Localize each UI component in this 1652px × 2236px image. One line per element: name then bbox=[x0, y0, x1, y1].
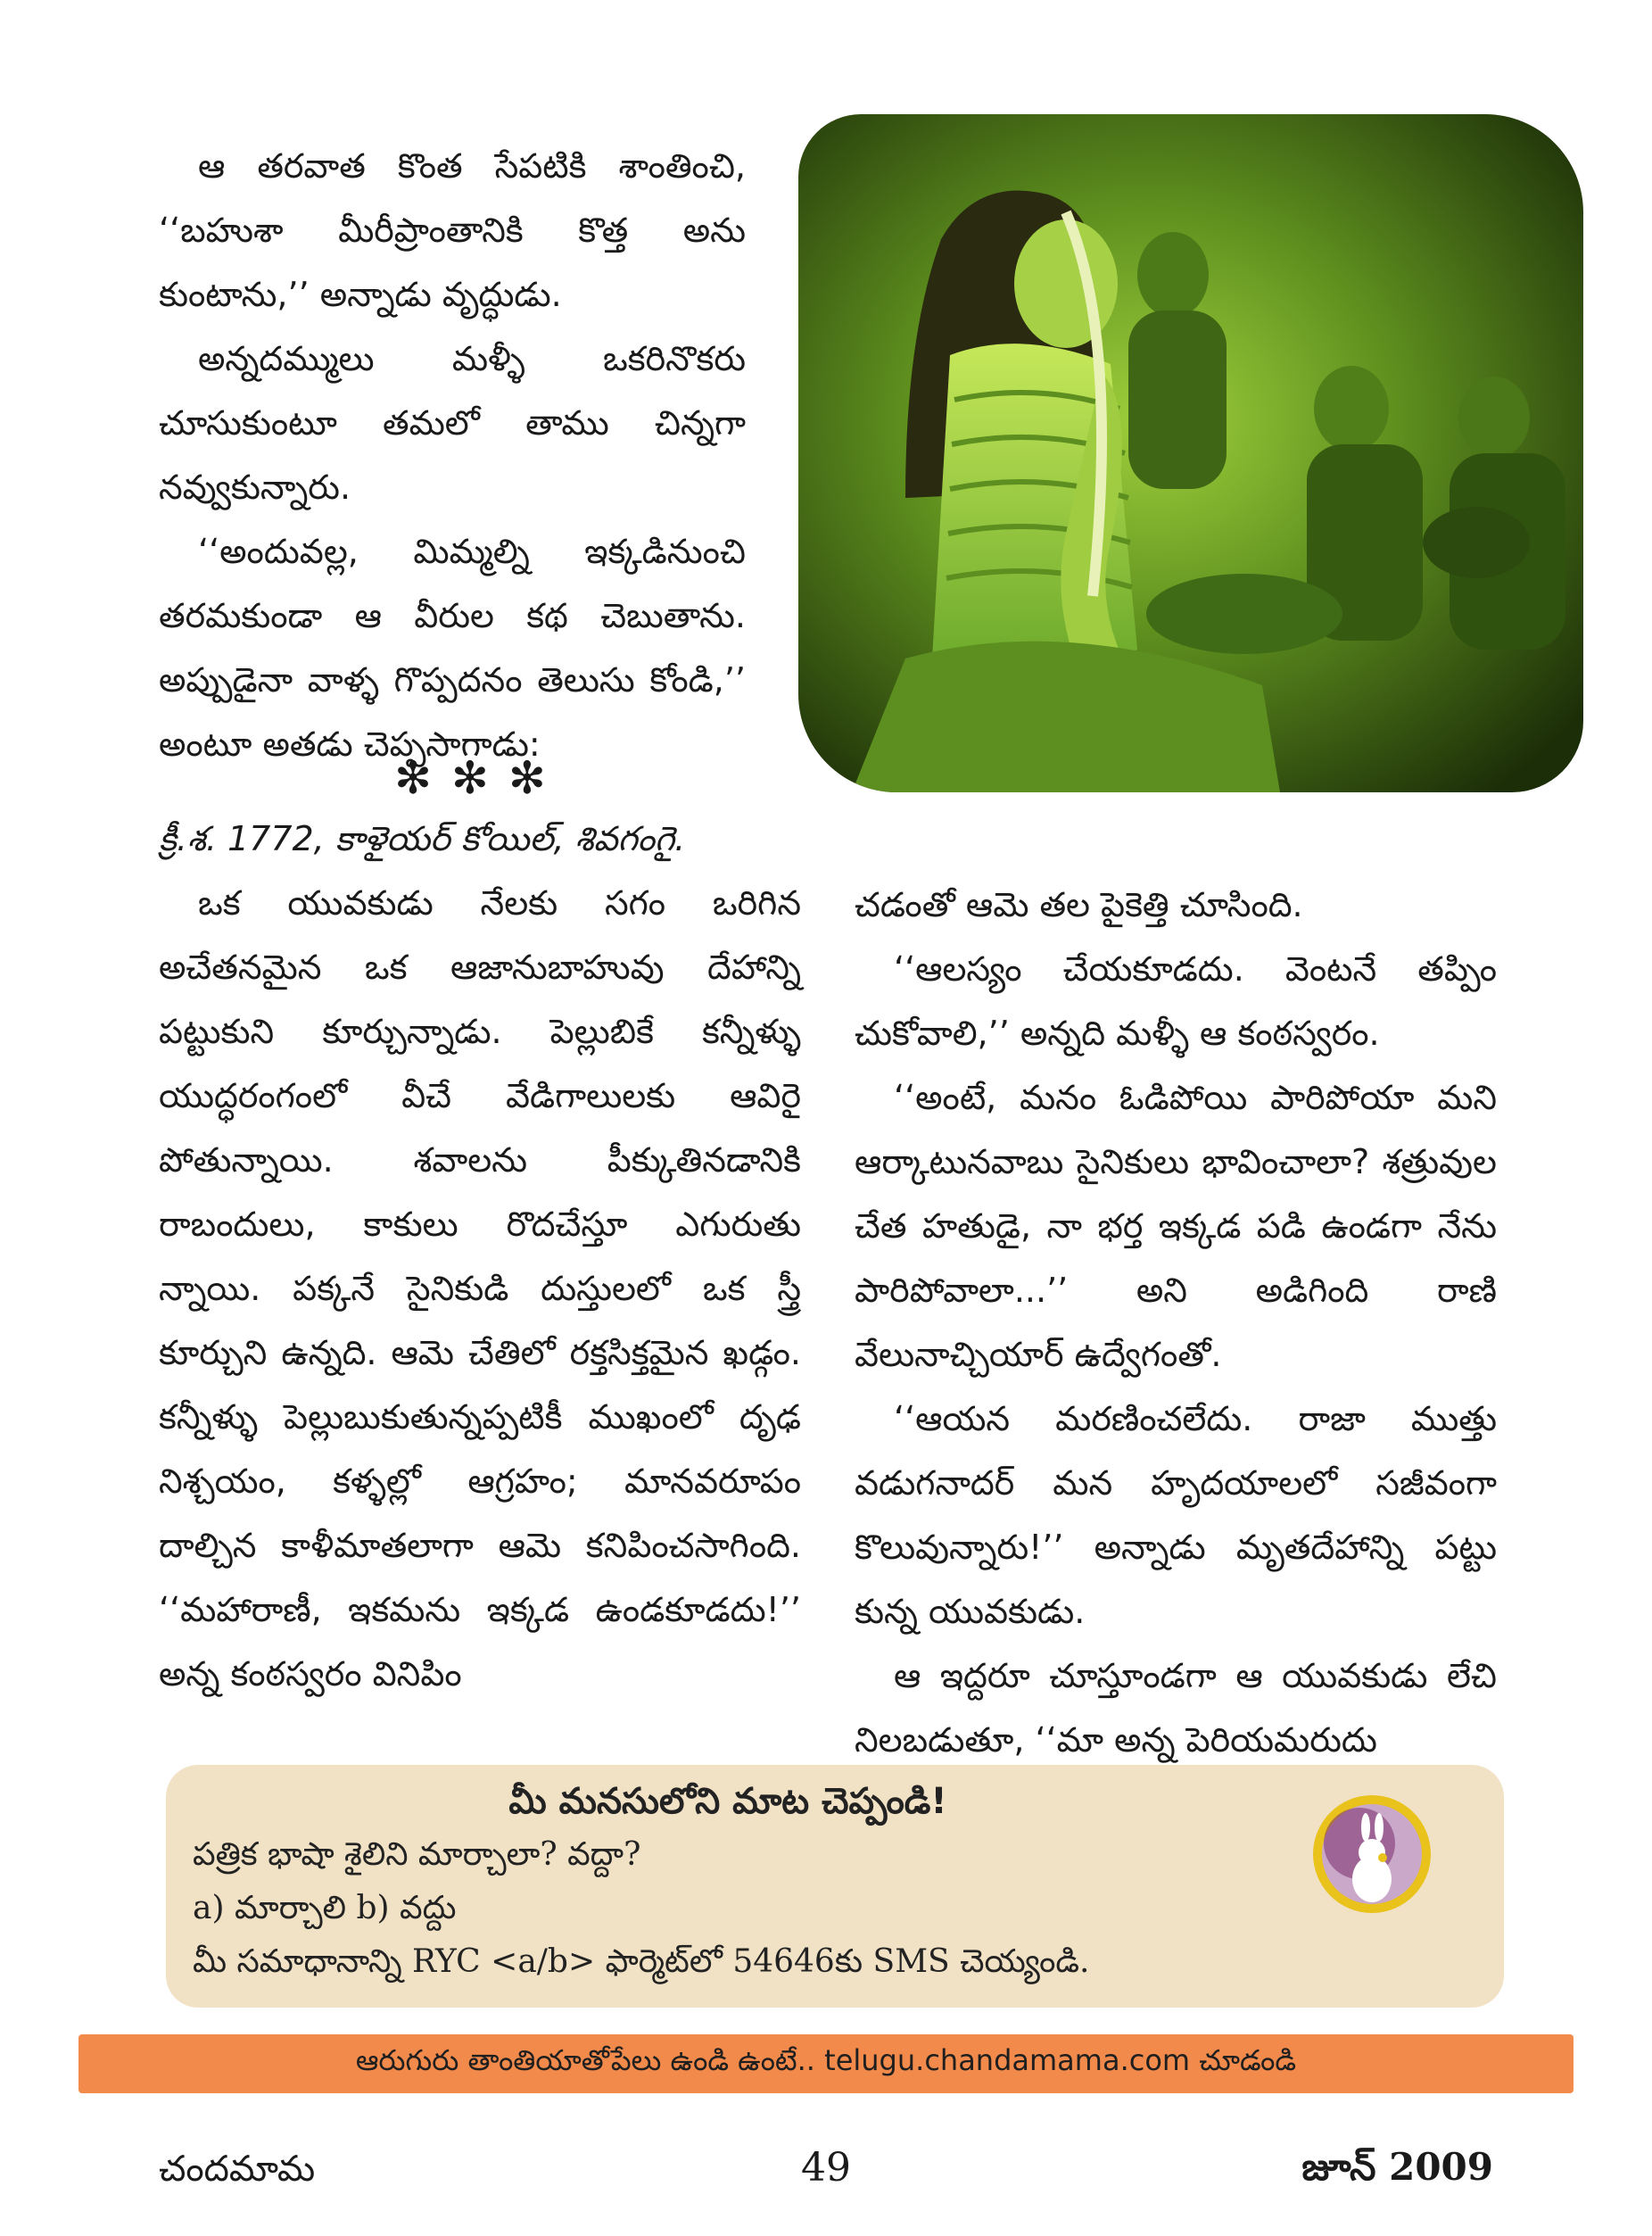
article-column-bottom-left bbox=[159, 748, 801, 1706]
paragraph: ‘‘ఆయన మరణించలేదు. రాజా ముత్తు వడుగనాదర్ మన హృదయాలలో సజీవంగా కొలువున్నారు!’’ అన్నాడు మృతదేహాన్ని పట్టు కున్న యువకుడు. bbox=[855, 1399, 1497, 1631]
paragraph: ‘‘అందువల్ల, మిమ్మల్ని ఇక్కడినుంచి తరమకుండా ఆ వీరుల కథ చెబుతాను. అప్పుడైనా వాళ్ళ గొప్పదనం తెలుసు కోండి,’’ అంటూ అతడు చెప్పసాగాడు: bbox=[159, 532, 746, 764]
sms-poll-title: మీ మనసులోని మాట చెప్పండి! bbox=[508, 1781, 947, 1822]
article-column-bottom-right bbox=[855, 873, 1497, 1772]
paragraph: ‘‘అంటే, మనం ఓడిపోయి పారిపోయా మని ఆర్కాటునవాబు సైనికులు భావించాలా? శత్రువుల చేత హతుడై, నా భర్త ఇక్కడ పడి ఉండగా నేను పారిపోవాలా...’’ అని అడిగింది రాణి వేలునాచ్చియార్ ఉద్వేగంతో. bbox=[855, 1078, 1497, 1374]
paragraph: చడంతో ఆమె తల పైకెత్తి చూసింది. bbox=[855, 885, 1303, 924]
magazine-name: చందమామ bbox=[159, 2149, 316, 2190]
website-banner[interactable] bbox=[78, 2034, 1574, 2093]
sms-poll-instruction: మీ సమాధానాన్ని RYC <a/b> ఫార్మెట్‌లో 54646కు SMS చెయ్యండి. bbox=[193, 1943, 1090, 1980]
dateline: క్రీ.శ. 1772, కాళైయర్ కోయిల్, శివగంగై. bbox=[159, 819, 686, 858]
paragraph: ఆ తరవాత కొంత సేపటికి శాంతించి, ‘‘బహుశా మీరీప్రాంతానికి కొత్త అను కుంటాను,’’ అన్నాడు వృద్ధుడు. bbox=[159, 146, 746, 314]
paragraph: అన్నదమ్ములు మళ్ళీ ఒకరినొకరు చూసుకుంటూ తమలో తాము చిన్నగా నవ్వుకున్నారు. bbox=[159, 339, 746, 507]
rabbit-moon-icon bbox=[1309, 1792, 1434, 1917]
sms-poll-options: a) మార్చాలి b) వద్దు bbox=[193, 1890, 457, 1926]
issue-date: జూన్ 2009 bbox=[1301, 2145, 1493, 2189]
page-number: 49 bbox=[801, 2145, 851, 2190]
section-separator: ✻✻✻ bbox=[394, 752, 566, 804]
article-column-top-left bbox=[159, 134, 746, 776]
banner-text: ఆరుగురు తాంతియాతోపేలు ఉండి ఉంటే.. telugu.chandamama.com చూడండి bbox=[355, 2043, 1297, 2077]
queen-with-sword-illustration bbox=[798, 114, 1583, 792]
sms-poll-question: పత్రిక భాషా శైలిని మార్చాలా? వద్దా? bbox=[193, 1836, 641, 1873]
paragraph: ఒక యువకుడు నేలకు సగం ఒరిగిన అచేతనమైన ఒక ఆజానుబాహువు దేహాన్ని పట్టుకుని కూర్చున్నాడు. పెల్లుబికే కన్నీళ్ళు యుద్ధరంగంలో వీచే వేడిగాలులకు ఆవిరై పోతున్నాయి. శవాలను పీక్కుతినడానికి రాబందులు, కాకులు రొదచేస్తూ ఎగురుతు న్నాయి. పక్కనే సైనికుడి దుస్తులలో ఒక స్త్రీ కూర్చుని ఉన్నది. ఆమె చేతిలో రక్తసిక్తమైన ఖడ్గం. కన్నీళ్ళు పెల్లుబుకుతున్నప్పటికీ ముఖంలో దృఢ నిశ్చయం, కళ్ళల్లో ఆగ్రహం; మానవరూపం దాల్చిన కాళీమాతలాగా ఆమె కనిపించసాగింది. ‘‘మహారాణీ, ఇకమను ఇక్కడ ఉండకూడదు!’’ అన్న కంఠస్వరం వినిపిం bbox=[159, 883, 801, 1694]
paragraph: ‘‘ఆలస్యం చేయకూడదు. వెంటనే తప్పిం చుకోవాలి,’’ అన్నది మళ్ళీ ఆ కంఠస్వరం. bbox=[855, 949, 1497, 1053]
sms-poll-box bbox=[166, 1765, 1504, 2008]
paragraph: ఆ ఇద్దరూ చూస్తూండగా ఆ యువకుడు లేచి నిలబడుతూ, ‘‘మా అన్న పెరియమరుదు bbox=[855, 1656, 1497, 1760]
